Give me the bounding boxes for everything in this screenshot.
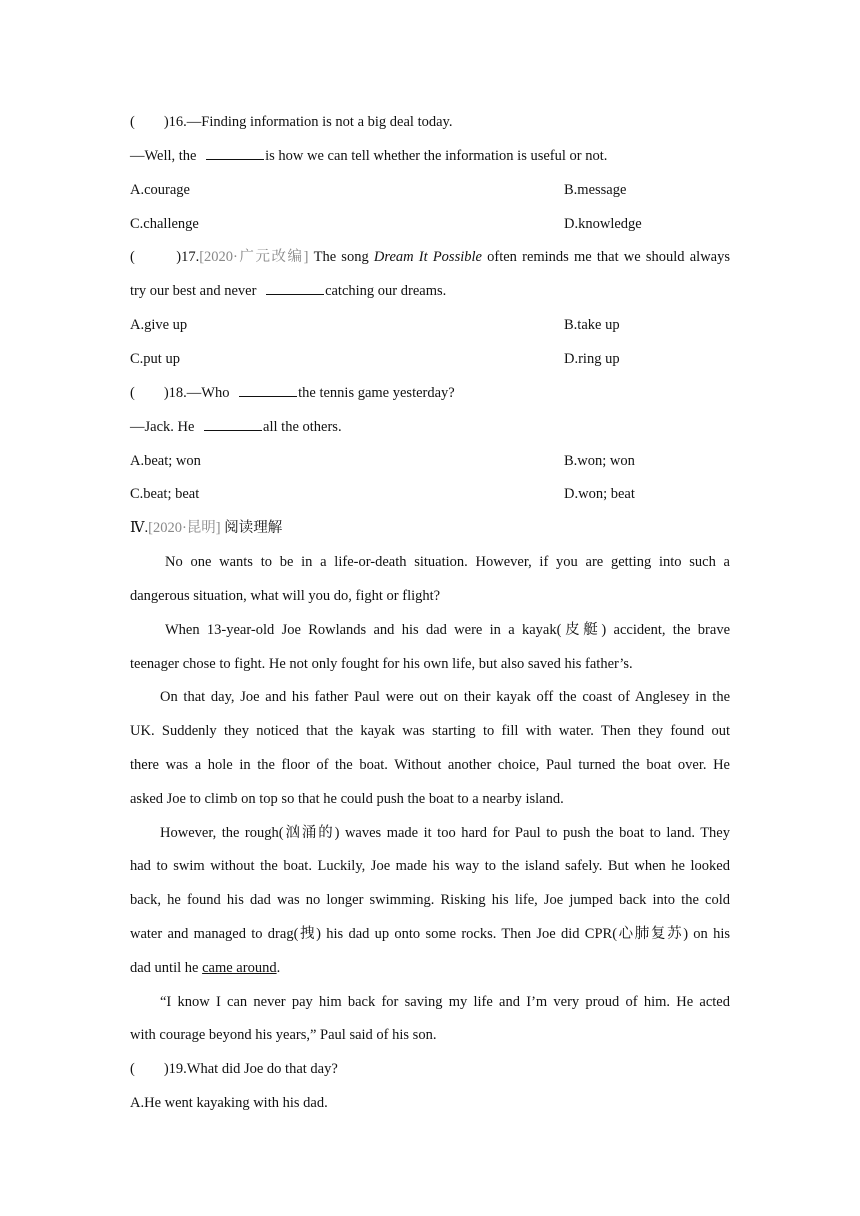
passage-p4-line2: had to swim without the boat. Luckily, Joe made his way to the island safely. But when he looked <box>130 858 730 874</box>
passage-p3-line2: UK. Suddenly they noticed that the kayak was starting to fill with water. Then they found out <box>130 723 730 739</box>
q19-stem <box>130 1059 730 1079</box>
q17-song-title: Dream It Possible <box>373 249 482 265</box>
q18-line2 <box>130 417 730 437</box>
q17-option-c[interactable]: C.put up <box>130 351 180 367</box>
passage-p4-line5-post: . <box>276 960 281 976</box>
passage-p4-line3: back, he found his dad was no longer swimming. Risking his life, Joe jumped back into the cold <box>130 892 730 908</box>
passage-p3-line4: asked Joe to climb on top so that he could push the boat to a nearby island. <box>130 791 564 807</box>
q17-option-d[interactable]: D.ring up <box>564 351 620 367</box>
q16-line2 <box>130 146 730 166</box>
q17-stem <box>130 247 730 267</box>
q18-stem-post: the tennis game yesterday? <box>298 385 455 401</box>
q17-options-row2 <box>130 349 730 369</box>
passage-p1-line1: No one wants to be in a life-or-death situation. However, if you are getting into such a <box>165 554 730 570</box>
q18-stem <box>130 383 730 403</box>
q17-stem-pre: The song <box>308 249 374 265</box>
q16-option-d[interactable]: D.knowledge <box>564 216 642 232</box>
q18-line2-post: all the others. <box>263 419 342 435</box>
q16-options-row1 <box>130 180 730 200</box>
underlined-phrase: came around <box>202 960 277 976</box>
q19-option-a[interactable]: A.He went kayaking with his dad. <box>130 1095 328 1111</box>
section-heading <box>130 518 730 538</box>
passage-p5-line2: with courage beyond his years,” Paul said of his son. <box>130 1027 437 1043</box>
q16-options-row2 <box>130 214 730 234</box>
q16-answer-paren[interactable]: ( ) <box>130 114 169 130</box>
q17-option-b[interactable]: B.take up <box>564 317 620 333</box>
q16-option-b[interactable]: B.message <box>564 182 627 198</box>
q19-stem-text: 19.What did Joe do that day? <box>168 1061 338 1077</box>
q18-option-b[interactable]: B.won; won <box>564 453 635 469</box>
q17-line2-post: catching our dreams. <box>325 283 447 299</box>
q18-option-d[interactable]: D.won; beat <box>564 486 635 502</box>
q17-source: [2020·广元改编] <box>199 249 309 265</box>
section-roman-numeral: Ⅳ. <box>130 520 149 536</box>
passage-p3-line1: On that day, Joe and his father Paul were out on their kayak off the coast of Anglesey in the <box>160 689 730 705</box>
q18-option-a[interactable]: A.beat; won <box>130 453 201 469</box>
q17-answer-paren[interactable]: ( ) <box>130 249 182 265</box>
q16-option-c[interactable]: C.challenge <box>130 216 199 232</box>
q16-stem <box>130 112 730 132</box>
q18-line2-pre: —Jack. He <box>130 419 199 435</box>
q18-stem-pre: 18.—Who <box>168 385 234 401</box>
q17-stem-post: often reminds me that we should always <box>481 249 730 265</box>
q16-stem-text: 16.—Finding information is not a big deal today. <box>168 114 453 130</box>
q17-options-row1 <box>130 315 730 335</box>
section-source: [2020·昆明] <box>148 520 221 536</box>
passage-p4-line5 <box>130 958 730 978</box>
passage-p2-line1: When 13-year-old Joe Rowlands and his dad were in a kayak(皮艇) accident, the brave <box>165 622 730 638</box>
q18-blank-2[interactable] <box>204 417 262 431</box>
q18-answer-paren[interactable]: ( ) <box>130 385 169 401</box>
q17-line2-pre: try our best and never <box>130 283 261 299</box>
q19-answer-paren[interactable]: ( ) <box>130 1061 169 1077</box>
q18-options-row2 <box>130 484 730 504</box>
passage-p4-line1: However, the rough(汹涌的) waves made it too hard for Paul to push the boat to land. They <box>160 825 730 841</box>
q18-blank-1[interactable] <box>239 383 297 397</box>
q17-line2 <box>130 281 730 301</box>
q17-option-a[interactable]: A.give up <box>130 317 188 333</box>
passage-p5-line1: “I know I can never pay him back for saving my life and I’m very proud of him. He acted <box>160 994 730 1010</box>
q16-option-a[interactable]: A.courage <box>130 182 190 198</box>
q18-options-row1 <box>130 451 730 471</box>
q17-blank[interactable] <box>266 281 324 295</box>
passage-p4-line4: water and managed to drag(拽) his dad up onto some rocks. Then Joe did CPR(心肺复苏) on his <box>130 926 730 942</box>
q18-option-c[interactable]: C.beat; beat <box>130 486 200 502</box>
passage-p1-line2: dangerous situation, what will you do, fight or flight? <box>130 588 441 604</box>
section-title: 阅读理解 <box>220 520 283 536</box>
q16-line2-pre: —Well, the <box>130 148 201 164</box>
passage-p4-line5-pre: dad until he <box>130 960 203 976</box>
q16-blank[interactable] <box>206 146 264 160</box>
passage-p3-line3: there was a hole in the floor of the boat. Without another choice, Paul turned the boat over. He <box>130 757 730 773</box>
q17-number: 17. <box>181 249 200 265</box>
passage-p2-line2: teenager chose to fight. He not only fought for his own life, but also saved his father’s. <box>130 656 633 672</box>
q16-line2-post: is how we can tell whether the information is useful or not. <box>265 148 608 164</box>
